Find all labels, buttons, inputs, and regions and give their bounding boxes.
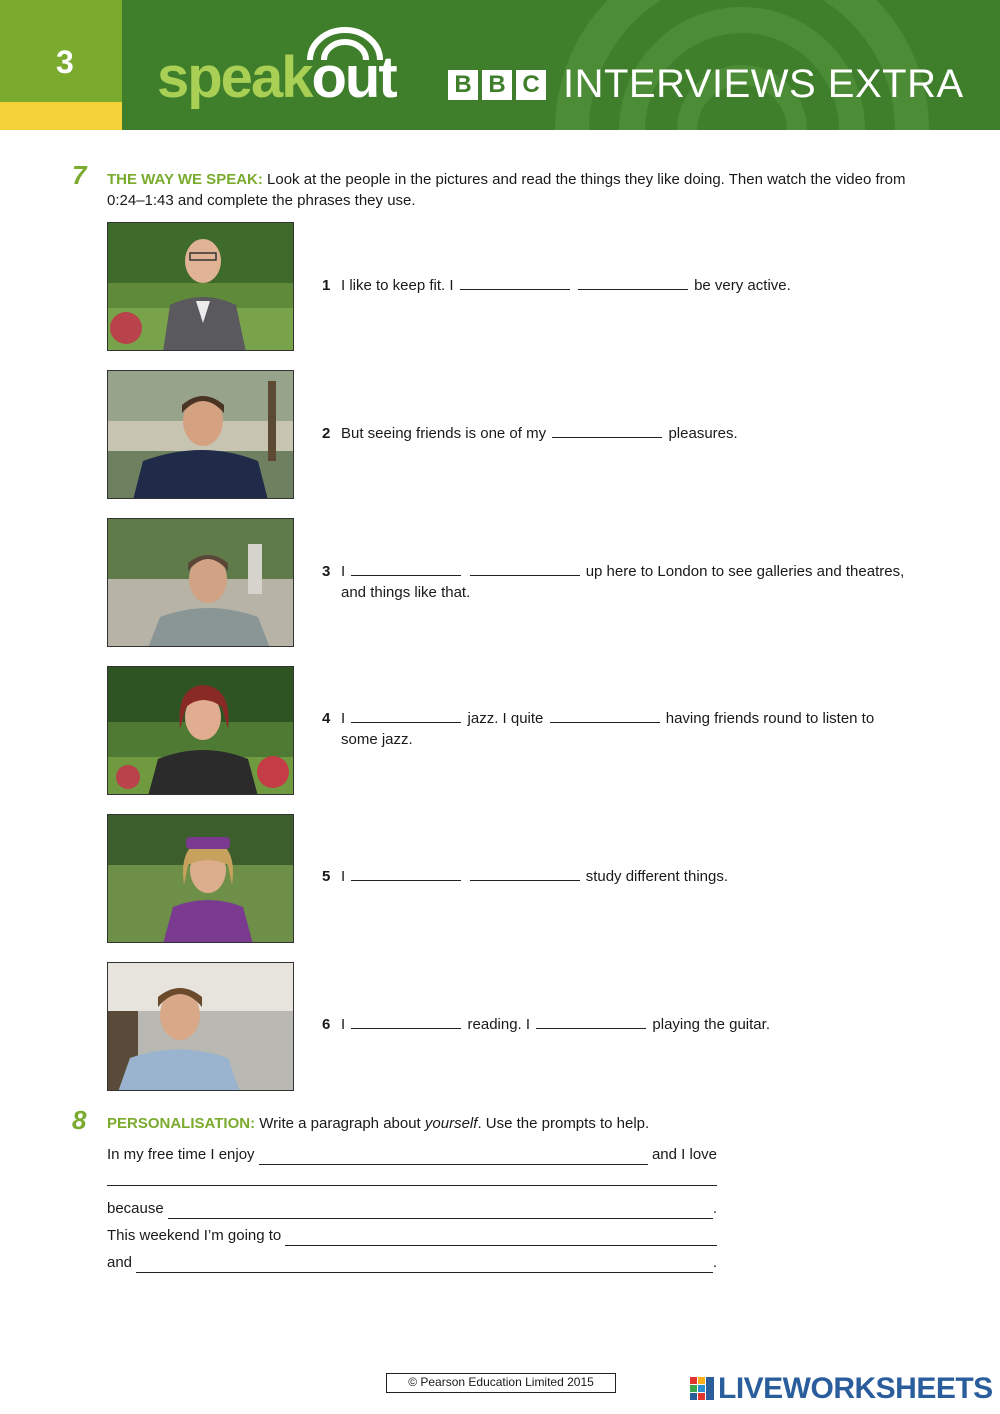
copyright-notice: © Pearson Education Limited 2015 — [386, 1373, 616, 1393]
speakout-logo — [157, 44, 396, 111]
writing-line[interactable] — [168, 1204, 713, 1219]
unit-number: 3 — [56, 44, 74, 80]
item-number: 1 — [322, 277, 331, 294]
bbc-letter: B — [448, 70, 478, 100]
answer-blank[interactable] — [460, 276, 570, 290]
prompt-text: and — [107, 1254, 133, 1271]
item-text: But seeing friends is one of my — [341, 425, 547, 442]
page-header — [0, 0, 1000, 130]
writing-line[interactable] — [107, 1171, 717, 1186]
interviewee-photo — [107, 666, 294, 795]
line-period: . — [712, 1200, 717, 1217]
paragraph-line — [107, 1252, 717, 1273]
interviewee-photo — [107, 814, 294, 943]
writing-line[interactable] — [136, 1258, 713, 1273]
item-text: pleasures. — [668, 425, 738, 442]
logo-suffix: out — [311, 45, 396, 110]
exercise-item — [322, 275, 932, 296]
answer-blank[interactable] — [351, 867, 461, 881]
item-text: I — [341, 868, 346, 885]
bbc-letter: C — [516, 70, 546, 100]
paragraph-line — [107, 1225, 717, 1246]
item-continuation: and things like that. — [341, 584, 471, 601]
item-text: be very active. — [694, 277, 791, 294]
item-text: reading. I — [467, 1016, 531, 1033]
instruction-emphasis: yourself — [424, 1115, 478, 1132]
interviewee-photo — [107, 370, 294, 499]
liveworksheets-brand: LIVEWORKSHEETS — [718, 1372, 993, 1405]
prompt-text: and I love — [651, 1146, 717, 1163]
answer-blank[interactable] — [578, 276, 688, 290]
exercise-item — [322, 423, 932, 444]
answer-blank[interactable] — [552, 424, 662, 438]
exercise-number: 7 — [72, 160, 87, 190]
answer-blank[interactable] — [550, 709, 660, 723]
item-text: having friends round to listen to — [665, 710, 875, 727]
header-title: INTERVIEWS EXTRA — [563, 62, 964, 106]
instruction-text: Look at the people in the pictures and read the things they like doing. Then watch the video from 0:24–1:43 and complete the phrases they use. — [107, 171, 906, 209]
exercise-instruction — [107, 1113, 937, 1134]
item-text: I — [341, 710, 346, 727]
item-text: I — [341, 1016, 346, 1033]
answer-blank[interactable] — [351, 562, 461, 576]
answer-blank[interactable] — [536, 1015, 646, 1029]
prompt-text: because — [107, 1200, 164, 1217]
liveworksheets-logo[interactable] — [690, 1372, 993, 1406]
item-text: jazz. I quite — [467, 710, 544, 727]
bbc-letter: B — [482, 70, 512, 100]
writing-line[interactable] — [285, 1231, 717, 1246]
exercise-item — [322, 1014, 932, 1035]
answer-blank[interactable] — [470, 562, 580, 576]
interviewee-photo — [107, 518, 294, 647]
item-number: 4 — [322, 710, 331, 727]
bbc-logo — [448, 70, 546, 100]
answer-blank[interactable] — [470, 867, 580, 881]
paragraph-line — [107, 1198, 717, 1219]
exercise-number: 8 — [72, 1105, 87, 1135]
exercise-instruction — [107, 169, 937, 211]
interviewee-photo — [107, 962, 294, 1091]
paragraph-line — [107, 1171, 717, 1186]
item-text: playing the guitar. — [652, 1016, 770, 1033]
item-text: I — [341, 563, 346, 580]
line-period: . — [712, 1254, 717, 1271]
answer-blank[interactable] — [351, 1015, 461, 1029]
interviewee-photo — [107, 222, 294, 351]
item-text: study different things. — [585, 868, 728, 885]
item-number: 6 — [322, 1016, 331, 1033]
instruction-text: Write a paragraph about — [259, 1115, 421, 1132]
paragraph-line — [107, 1144, 717, 1165]
exercise-item — [322, 866, 932, 887]
instruction-text: . Use the prompts to help. — [477, 1115, 650, 1132]
item-number: 3 — [322, 563, 331, 580]
header-yellow-strip — [0, 102, 122, 130]
item-number: 5 — [322, 868, 331, 885]
logo-prefix: speak — [157, 45, 312, 110]
prompt-text: In my free time I enjoy — [107, 1146, 255, 1163]
exercise-item — [322, 708, 932, 750]
answer-blank[interactable] — [351, 709, 461, 723]
exercise-label: PERSONALISATION: — [107, 1115, 256, 1132]
item-text: I like to keep fit. I — [341, 277, 454, 294]
prompt-text: This weekend I’m going to — [107, 1227, 282, 1244]
liveworksheets-icon — [690, 1375, 716, 1403]
item-number: 2 — [322, 425, 331, 442]
exercise-item — [322, 561, 932, 603]
item-continuation: some jazz. — [341, 731, 413, 748]
exercise-label: THE WAY WE SPEAK: — [107, 171, 263, 188]
item-text: up here to London to see galleries and theatres, — [585, 563, 905, 580]
writing-line[interactable] — [259, 1150, 648, 1165]
